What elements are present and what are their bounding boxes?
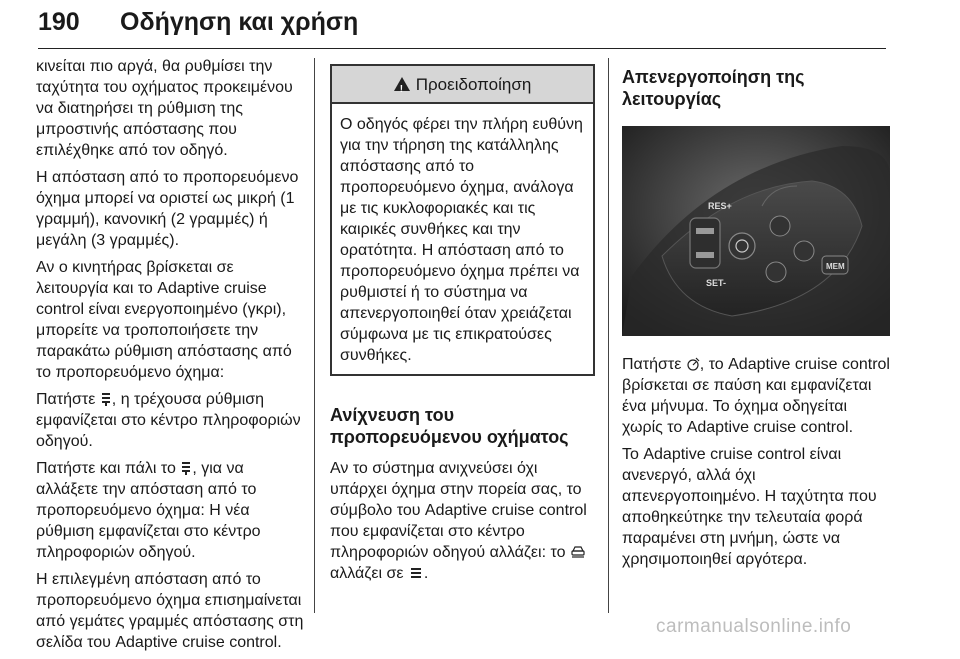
page-title: Οδήγηση και χρήση bbox=[120, 8, 359, 36]
warning-triangle-icon bbox=[394, 77, 410, 91]
set-label: SET- bbox=[706, 278, 727, 288]
column-divider bbox=[608, 58, 609, 613]
warning-text: Ο οδηγός φέρει την πλήρη ευθύνη για την τήρηση της κατάλληλης απόστασης από το προπορευόμενο όχημα, ανάλογα με τις κυκλοφοριακές και τις καιρικές συνθήκες και την ορατότητα. Η απόσταση από το προπορευόμενο όχημα πρέπει να ρυθμιστεί ή το σύστημα να απενεργοποιηθεί όταν χρειάζεται σύμφωνα με τις επικρατούσες συνθήκες. bbox=[340, 116, 583, 364]
paragraph: Η απόσταση από το προπορευόμενο όχημα μπορεί να οριστεί ως μικρή (1 γραμμή), κανονική (2 γραμμές) ή μεγάλη (3 γραμμές). bbox=[36, 169, 299, 249]
text: Πατήστε και πάλι το bbox=[36, 460, 181, 477]
mem-label: MEM bbox=[826, 262, 845, 271]
text: Πατήστε bbox=[622, 356, 686, 373]
text: Πατήστε bbox=[36, 391, 100, 408]
section-heading: Ανίχνευση του προπορευόμενου οχήματος bbox=[330, 405, 569, 447]
text: , το Adaptive cruise control βρίσκεται σε παύση και εμφανίζεται ένα μήνυμα. Το όχημα οδηγείται χωρίς το Adaptive cruise control. bbox=[622, 356, 890, 436]
paragraph bbox=[330, 458, 595, 584]
paragraph: Η επιλεγμένη απόσταση από το προπορευόμενο όχημα επισημαίνεται από γεμάτες γραμμές απόστασης στη σελίδα του Adaptive cruise control. bbox=[36, 571, 304, 651]
page-header bbox=[38, 6, 886, 49]
warning-header bbox=[332, 66, 593, 104]
text: , για να αλλάξετε την απόσταση από το προπορευόμενο όχημα: Η νέα ρύθμιση εμφανίζεται στο κέντρο πληροφοριών οδηγού. bbox=[36, 460, 261, 561]
steering-wheel-controls-photo bbox=[622, 126, 890, 336]
paragraph: Αν ο κινητήρας βρίσκεται σε λειτουργία και το Adaptive cruise control είναι ενεργοποιημένο (γκρι), μπορείτε να τροποποιήσετε την παρακάτω ρύθμιση απόστασης από το προπορευόμενο όχημα: bbox=[36, 259, 292, 381]
text: . bbox=[423, 565, 429, 582]
section-heading: Απενεργοποίηση της λειτουργίας bbox=[622, 67, 805, 109]
text: Αν το σύστημα ανιχνεύσει όχι υπάρχει όχημα στην πορεία σας, το σύμβολο του Adaptive cruise control που εμφανίζεται στο κέντρο πληροφοριών οδηγού αλλάζει: το bbox=[330, 460, 587, 561]
cruise-pause-icon bbox=[686, 357, 700, 371]
no-vehicle-icon bbox=[408, 566, 424, 580]
watermark: carmanualsonline.info bbox=[656, 616, 852, 637]
text: αλλάζει σε bbox=[330, 565, 408, 582]
paragraph: Το Adaptive cruise control είναι ανενεργό, αλλά όχι απενεργοποιημένο. Η ταχύτητα που αποθηκεύτηκε την τελευταία φορά παραμένει στη μνήμη, ώστε να χρησιμοποιηθεί αργότερα. bbox=[622, 446, 877, 568]
paragraph bbox=[622, 354, 890, 438]
warning-box bbox=[330, 64, 595, 376]
distance-bars-icon bbox=[180, 461, 192, 475]
page-number: 190 bbox=[38, 8, 80, 36]
warning-title: Προειδοποίηση bbox=[415, 74, 532, 94]
paragraph bbox=[36, 389, 304, 452]
column-right bbox=[622, 56, 890, 576]
column-middle bbox=[330, 56, 595, 590]
text: , η τρέχουσα ρύθμιση εμφανίζεται στο κέντρο πληροφοριών οδηγού. bbox=[36, 391, 301, 450]
distance-bars-icon bbox=[100, 392, 112, 406]
vehicle-ahead-icon bbox=[570, 545, 586, 559]
res-label: RES+ bbox=[708, 201, 732, 211]
column-divider bbox=[314, 58, 315, 613]
column-left bbox=[36, 56, 304, 659]
paragraph bbox=[36, 458, 304, 563]
paragraph: κινείται πιο αργά, θα ρυθμίσει την ταχύτητα του οχήματος προκειμένου να διατηρήσει τη ρύθμιση της μπροστινής απόστασης που επιλέχθηκε από τον οδηγό. bbox=[36, 58, 293, 159]
